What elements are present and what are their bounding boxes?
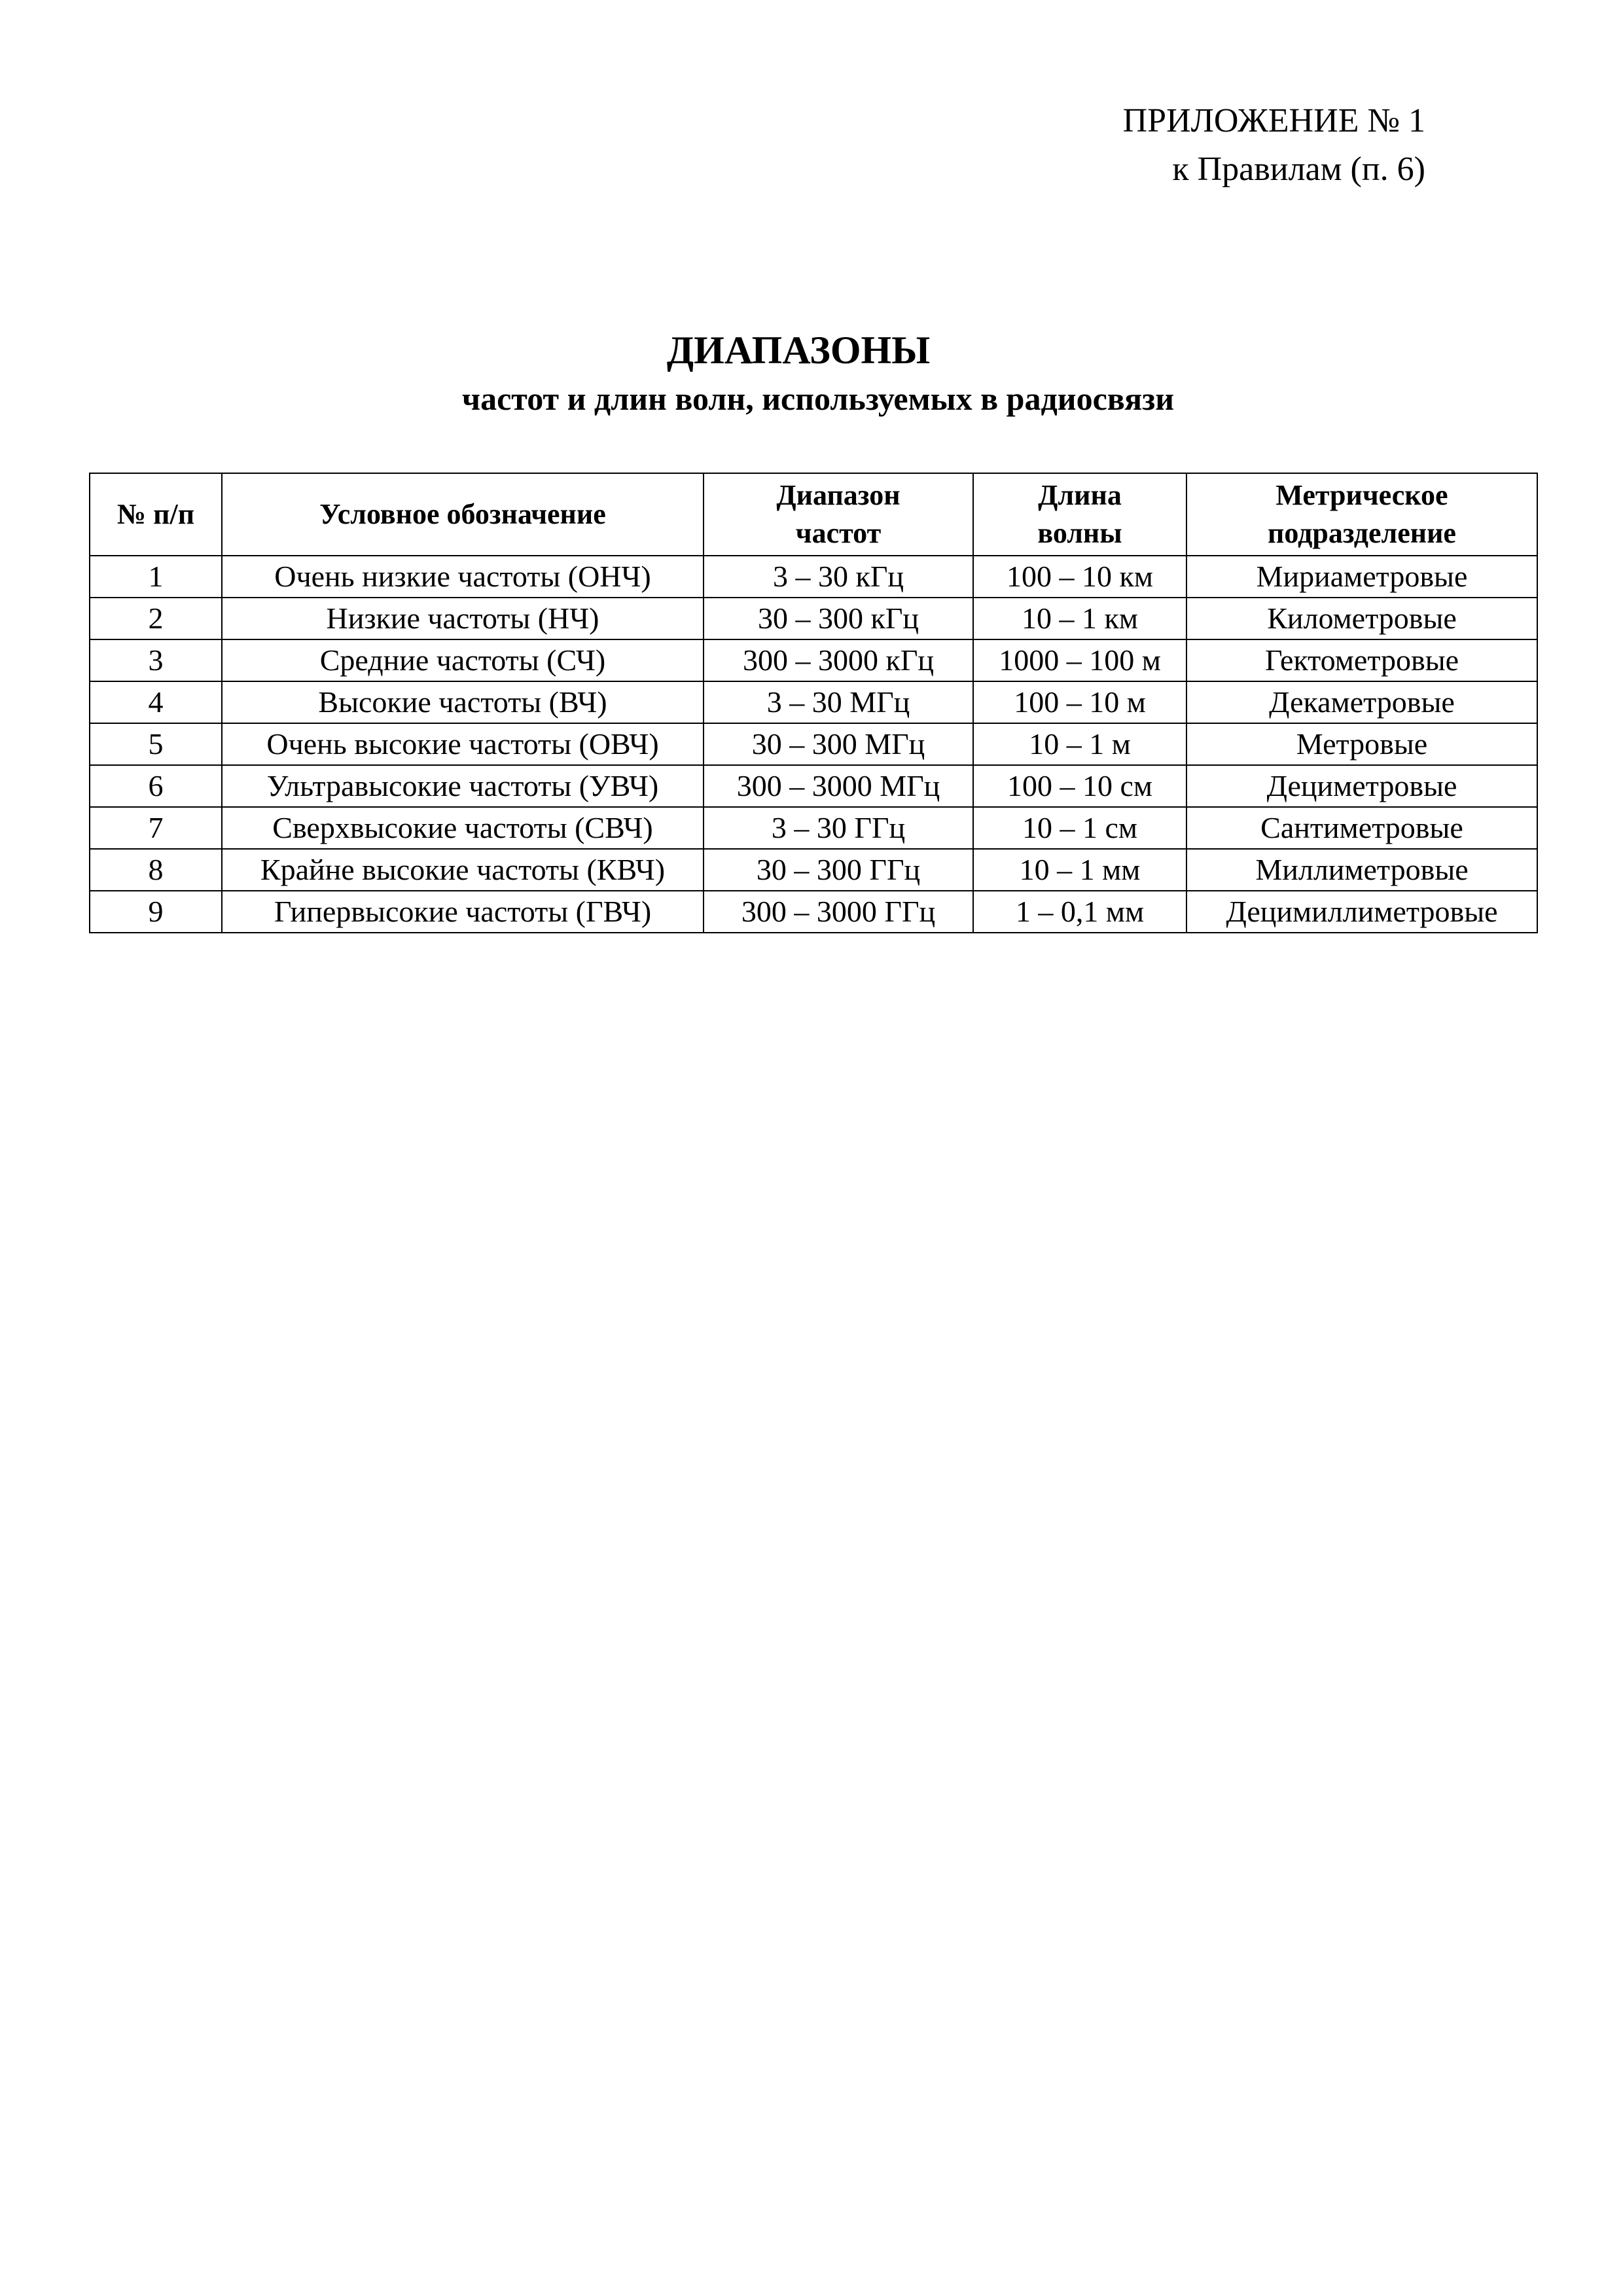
band-designation: Ультравысокие частоты (УВЧ) xyxy=(222,765,704,807)
row-number: 5 xyxy=(90,723,222,765)
table-row xyxy=(90,556,1537,598)
metric-subdivision: Дециметровые xyxy=(1186,765,1537,807)
wavelength: 100 – 10 см xyxy=(973,765,1186,807)
row-number: 7 xyxy=(90,807,222,849)
row-number: 1 xyxy=(90,556,222,598)
frequency-range: 30 – 300 МГц xyxy=(704,723,973,765)
appendix-number: ПРИЛОЖЕНИЕ № 1 xyxy=(1122,102,1425,139)
column-header-metric-subdivision: Метрическое подразделение xyxy=(1186,473,1537,556)
metric-subdivision: Децимиллиметровые xyxy=(1186,891,1537,933)
row-number: 8 xyxy=(90,849,222,891)
table-row xyxy=(90,765,1537,807)
frequency-range: 3 – 30 ГГц xyxy=(704,807,973,849)
table-header-row xyxy=(90,473,1537,556)
table-row xyxy=(90,849,1537,891)
table-row xyxy=(90,598,1537,639)
band-designation: Высокие частоты (ВЧ) xyxy=(222,681,704,723)
band-designation: Средние частоты (СЧ) xyxy=(222,639,704,681)
frequency-range: 3 – 30 кГц xyxy=(704,556,973,598)
column-header-wavelength: Длина волны xyxy=(973,473,1186,556)
row-number: 9 xyxy=(90,891,222,933)
band-designation: Низкие частоты (НЧ) xyxy=(222,598,704,639)
frequency-ranges-table xyxy=(89,473,1538,933)
frequency-range: 300 – 3000 ГГц xyxy=(704,891,973,933)
row-number: 4 xyxy=(90,681,222,723)
frequency-range: 30 – 300 кГц xyxy=(704,598,973,639)
table-row xyxy=(90,807,1537,849)
table-row xyxy=(90,723,1537,765)
metric-subdivision: Мириаметровые xyxy=(1186,556,1537,598)
metric-subdivision: Гектометровые xyxy=(1186,639,1537,681)
table-row xyxy=(90,639,1537,681)
row-number: 2 xyxy=(90,598,222,639)
appendix-rules-reference: к Правилам (п. 6) xyxy=(1172,151,1425,188)
table-row xyxy=(90,891,1537,933)
metric-subdivision: Сантиметровые xyxy=(1186,807,1537,849)
row-number: 6 xyxy=(90,765,222,807)
column-header-number: № п/п xyxy=(90,473,222,556)
band-designation: Гипервысокие частоты (ГВЧ) xyxy=(222,891,704,933)
document-title: ДИАПАЗОНЫ xyxy=(666,329,931,372)
wavelength: 100 – 10 м xyxy=(973,681,1186,723)
wavelength: 10 – 1 мм xyxy=(973,849,1186,891)
band-designation: Очень низкие частоты (ОНЧ) xyxy=(222,556,704,598)
document-heading xyxy=(0,326,1623,423)
frequency-range: 3 – 30 МГц xyxy=(704,681,973,723)
wavelength: 1 – 0,1 мм xyxy=(973,891,1186,933)
band-designation: Сверхвысокие частоты (СВЧ) xyxy=(222,807,704,849)
wavelength: 10 – 1 м xyxy=(973,723,1186,765)
band-designation: Очень высокие частоты (ОВЧ) xyxy=(222,723,704,765)
column-header-frequency-range: Диапазон частот xyxy=(704,473,973,556)
metric-subdivision: Декаметровые xyxy=(1186,681,1537,723)
metric-subdivision: Метровые xyxy=(1186,723,1537,765)
band-designation: Крайне высокие частоты (КВЧ) xyxy=(222,849,704,891)
wavelength: 10 – 1 см xyxy=(973,807,1186,849)
table-row xyxy=(90,681,1537,723)
frequency-range: 30 – 300 ГГц xyxy=(704,849,973,891)
column-header-designation: Условное обозначение xyxy=(222,473,704,556)
appendix-reference xyxy=(1123,97,1425,194)
wavelength: 100 – 10 км xyxy=(973,556,1186,598)
wavelength: 10 – 1 км xyxy=(973,598,1186,639)
metric-subdivision: Километровые xyxy=(1186,598,1537,639)
frequency-range: 300 – 3000 МГц xyxy=(704,765,973,807)
frequency-range: 300 – 3000 кГц xyxy=(704,639,973,681)
document-subtitle: частот и длин волн, используемых в радиосвязи xyxy=(461,380,1175,417)
metric-subdivision: Миллиметровые xyxy=(1186,849,1537,891)
wavelength: 1000 – 100 м xyxy=(973,639,1186,681)
row-number: 3 xyxy=(90,639,222,681)
